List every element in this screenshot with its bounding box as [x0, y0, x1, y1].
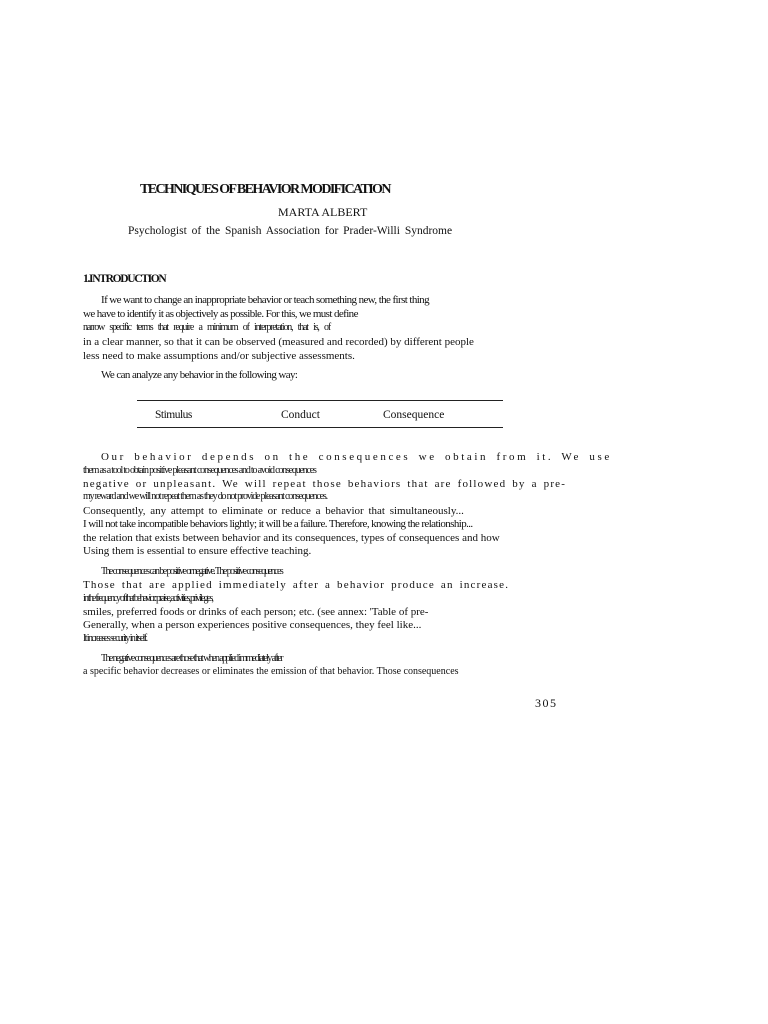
- paragraph-line: Consequently, any attempt to eliminate or reduce a behavior that simultaneously...: [83, 505, 464, 517]
- author-affiliation: Psychologist of the Spanish Association for Prader-Willi Syndrome: [128, 225, 453, 237]
- paragraph-line: I will not take incompatible behaviors lightly; it will be a failure. Therefore, knowing the relationship...: [83, 518, 473, 530]
- paragraph-line: If we want to change an inappropriate behavior or teach something new, the first thing: [101, 294, 429, 306]
- paragraph-line: We can analyze any behavior in the following way:: [101, 369, 298, 381]
- paragraph-line: The consequences can be positive or negative. The positive consequences: [101, 566, 283, 577]
- table-cell-conduct: Conduct: [281, 409, 320, 421]
- table-cell-consequence: Consequence: [383, 409, 445, 421]
- document-title: TECHNIQUES OF BEHAVIOR MODIFICATION: [140, 182, 390, 197]
- paragraph-line: negative or unpleasant. We will repeat those behaviors that are followed by a pre-: [83, 478, 567, 490]
- table-top-rule: [137, 400, 503, 401]
- paragraph-line: Our behavior depends on the consequences we obtain from it. We use: [101, 451, 612, 463]
- paragraph-line: we have to identify it as objectively as possible. For this, we must define: [83, 308, 358, 320]
- author-name: MARTA ALBERT: [278, 205, 368, 219]
- paragraph-line: It increases security in itself.: [83, 633, 147, 644]
- paragraph-line: my reward and we will not repeat them as they do not provide pleasant consequences.: [83, 491, 327, 502]
- page-number: 305: [535, 696, 558, 710]
- paragraph-line: The negative consequences are those that when applied immediately after: [101, 653, 283, 664]
- paragraph-line: narrow specific terms that require a minimum of interpretation, that is, of: [83, 322, 330, 333]
- paragraph-line: them as a tool to obtain positive pleasant consequences and to avoid consequences: [83, 465, 316, 476]
- paragraph-line: in a clear manner, so that it can be observed (measured and recorded) by different people: [83, 336, 474, 348]
- paragraph-line: Generally, when a person experiences positive consequences, they feel like...: [83, 619, 422, 631]
- paragraph-line: the relation that exists between behavior and its consequences, types of consequences and how: [83, 532, 500, 544]
- paragraph-line: smiles, preferred foods or drinks of each person; etc. (see annex: 'Table of pre-: [83, 606, 429, 618]
- paragraph-line: in the frequency of that behavior: praise, activities, privileges,: [83, 593, 213, 604]
- paragraph-line: less need to make assumptions and/or subjective assessments.: [83, 350, 355, 362]
- table-bottom-rule: [137, 427, 503, 428]
- table-cell-stimulus: Stimulus: [155, 409, 192, 421]
- paragraph-line: Those that are applied immediately after a behavior produce an increase.: [83, 579, 510, 591]
- paragraph-line: a specific behavior decreases or eliminates the emission of that behavior. Those consequences: [83, 666, 459, 677]
- paragraph-line: Using them is essential to ensure effective teaching.: [83, 545, 312, 557]
- section-heading: 1.INTRODUCTION: [83, 273, 166, 285]
